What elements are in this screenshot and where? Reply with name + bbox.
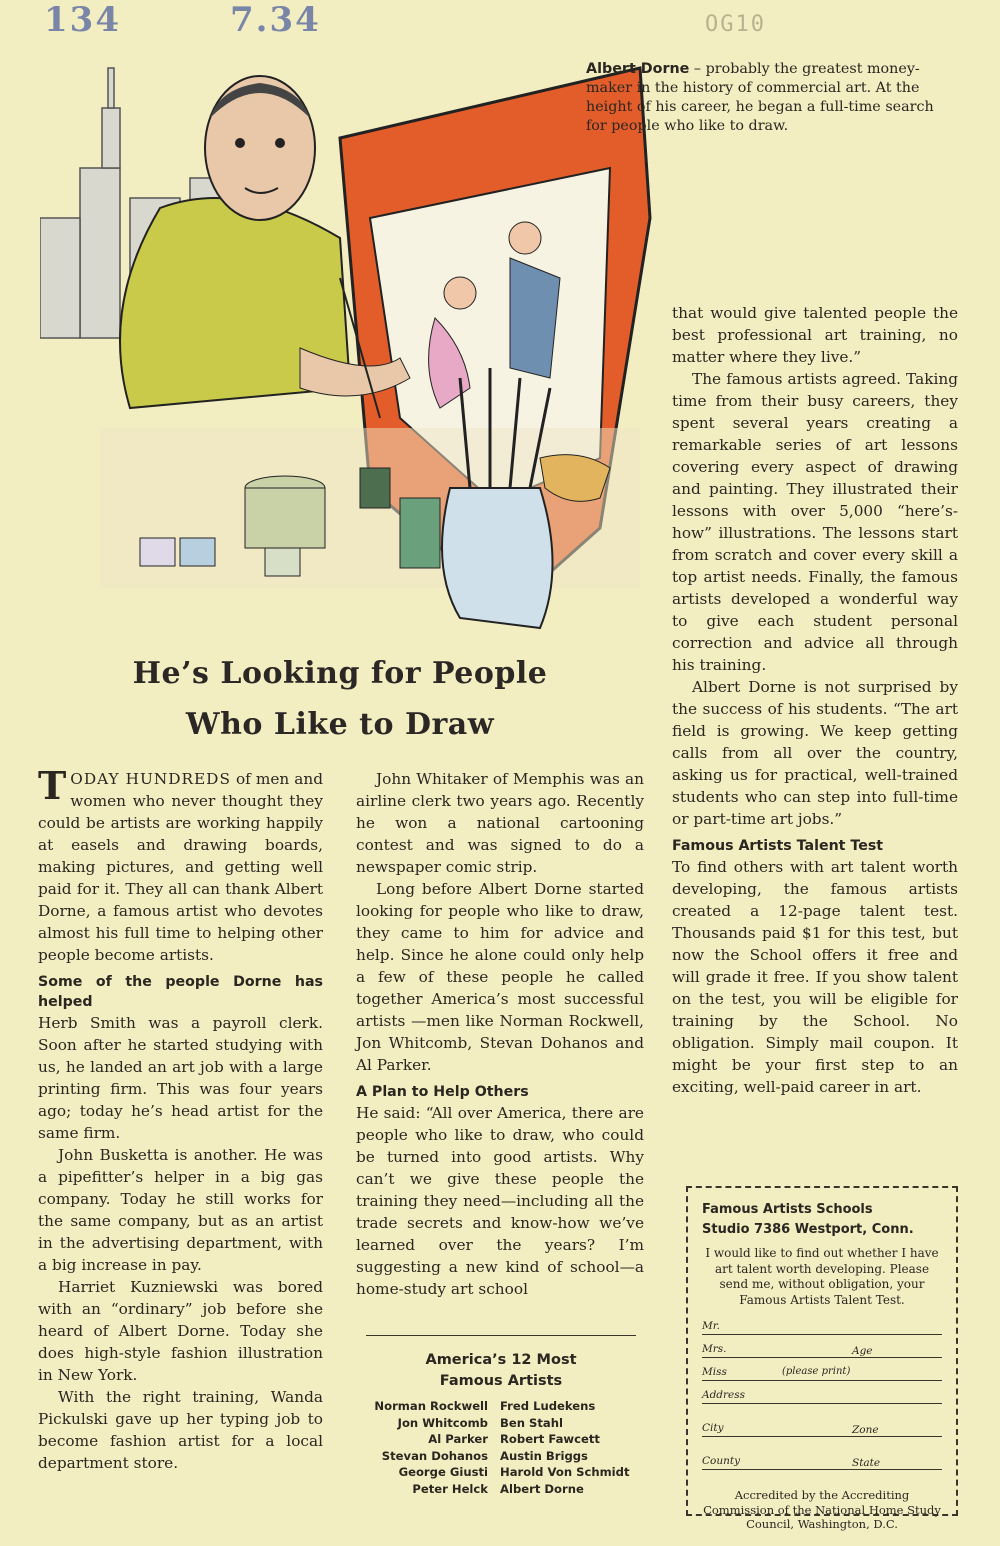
label-state: State [852,1457,881,1469]
faded-stamp: OG10 [705,12,766,37]
famous-artists-list [350,1398,650,1498]
artist-row [350,1415,650,1432]
subheading-helped: Some of the people Dorne has helped [38,974,323,1010]
famous-artists-title [366,1350,636,1392]
column-3 [672,302,958,1098]
artist-name: George Giusti [398,1465,488,1480]
intro-text: of men and women who never thought they could be artists are working happily at easels and drawing boards, making pictures, and getting well paid for it. They all can thank Albert Dorne, a famous artist who devotes almost his full time to helping other people become artists. [38,770,323,964]
coupon-field-address[interactable] [702,1389,942,1404]
artist-name: Austin Briggs [500,1448,588,1463]
mail-coupon[interactable] [686,1186,958,1531]
artist-name: Norman Rockwell [374,1399,488,1413]
coupon-field-mrs[interactable] [702,1343,942,1358]
paragraph-he-said: He said: “All over America, there are people who like to draw, who could be turned into good artists. Why can’t we give these people the training they need—including all the trade secrets and know-how we’ve learned over the years? I’m suggesting a new kind of school—a home-study art school [356,1104,644,1298]
coupon-field-county[interactable] [702,1455,942,1470]
label-please-print: (please print) [782,1366,851,1377]
paragraph-wanda: With the right training, Wanda Pickulski gave up her typing job to become fashion artist for a local department store. [38,1388,323,1472]
artist-name: Jon Whitcomb [397,1415,488,1430]
paragraph-continuation: that would give talented people the best professional art training, no matter where they live.” [672,304,958,366]
intro-paragraph [38,763,323,966]
paragraph-long-before: Long before Albert Dorne started looking for people who like to draw, they came to him for advice and help. Since he alone could only help a few of these people he called together America’s most successful artists —men like Norman Rockwell, Jon Whitcomb, Stevan Dohanos and Al Parker. [356,880,644,1074]
artist-row [350,1398,650,1415]
label-zone: Zone [852,1424,879,1436]
paragraph-harriet: Harriet Kuzniewski was bored with an “ordinary” job before she heard of Albert Dorne. Today she does high-style fashion illustration in New York. [38,1278,323,1384]
label-mr: Mr. [702,1320,720,1332]
artist-name: Fred Ludekens [500,1399,596,1413]
artist-name: Albert Dorne [500,1481,584,1496]
coupon-field-mr[interactable] [702,1320,942,1335]
coupon-school-name: Famous Artists Schools [702,1202,873,1217]
drop-cap: T [38,763,67,808]
label-county: County [702,1455,741,1467]
paragraph-whitaker: John Whitaker of Memphis was an airline clerk two years ago. Recently he won a national cartooning contest and was signed to do a newspaper comic strip. [356,770,644,876]
paragraph-john-busketta: John Busketta is another. He was a pipefitter’s helper in a big gas company. Today he still works for the same company, but as an artist in the advertising department, with a big increase in pay. [38,1146,323,1274]
headline-line-2: Who Like to Draw [185,707,495,742]
paragraph-famous-agreed: The famous artists agreed. Taking time from their busy careers, they spent several years creating a remarkable series of art lessons covering every aspect of drawing and painting. They illustrated their lessons with over 5,000 “here’s-how” illustrations. The lessons start from scratch and cover every skill a top artist needs. Finally, the famous artists developed a wonderful way to give each student personal correction and advice all through his training. [672,370,958,674]
famous-title-line-1: America’s 12 Most [425,1352,577,1368]
handwritten-number: 134 [44,0,121,40]
paragraph-herb-smith: Herb Smith was a payroll clerk. Soon after he started studying with us, he landed an art job with a large printing firm. This was four years ago; today he’s head artist for the same firm. [38,1014,323,1142]
label-address: Address [702,1389,746,1401]
divider-rule [366,1335,636,1336]
caption-name: Albert Dorne [586,61,690,77]
coupon-field-city[interactable] [702,1422,942,1437]
famous-title-line-2: Famous Artists [439,1373,563,1389]
paragraph-talent-test: To find others with art talent worth developing, the famous artists created a 12-page talent test. Thousands paid $1 for this test, but now the School offers it free and will grade it free. If you show talent on the test, you will be eligible for training by the School. No obligation. Simply mail coupon. It might be your first step to an exciting, well-paid career in art. [672,858,958,1096]
subheading-talent-test: Famous Artists Talent Test [672,838,884,854]
coupon-field-miss[interactable] [702,1366,942,1381]
label-miss: Miss [702,1366,727,1378]
intro-lead-caps: ODAY HUNDREDS [70,770,231,788]
coupon-request-text: I would like to find out whether I have art talent worth developing. Please send me, without obligation, your Famous Artists Talent Test. [705,1246,939,1307]
column-1 [38,763,323,1474]
paragraph-dorne-not-surprised: Albert Dorne is not surprised by the success of his students. “The art field is growing. We keep getting calls from all over the country, asking us for practical, well-trained students who can step into full-time or part-time art jobs.” [672,678,958,828]
artist-row [350,1431,650,1448]
coupon-accreditation: Accredited by the Accrediting Commission of the National Home Study Council, Washington, D.C. [703,1488,941,1531]
artist-name: Ben Stahl [500,1415,563,1430]
artist-name: Al Parker [428,1432,488,1447]
artist-name: Harold Von Schmidt [500,1465,630,1480]
handwritten-date: 7.34 [230,0,321,40]
artist-name: Stevan Dohanos [381,1448,488,1463]
artist-row [350,1481,650,1498]
label-city: City [702,1422,724,1434]
headline-line-1: He’s Looking for People [132,656,548,691]
artist-row [350,1448,650,1465]
subheading-plan: A Plan to Help Others [356,1084,529,1100]
coupon-studio-address: Studio 7386 Westport, Conn. [702,1222,914,1237]
artist-name: Robert Fawcett [500,1432,600,1447]
illustration-caption [586,60,946,136]
artist-name: Peter Helck [412,1481,488,1496]
artist-row [350,1464,650,1481]
label-mrs: Mrs. [702,1343,727,1355]
column-2 [356,768,644,1300]
label-age: Age [852,1345,873,1357]
caption-text: – probably the greatest money-maker in the history of commercial art. At the height of his career, he began a full-time search for people who like to draw. [586,61,934,134]
headline [60,648,620,750]
artist-illustration [40,48,660,648]
